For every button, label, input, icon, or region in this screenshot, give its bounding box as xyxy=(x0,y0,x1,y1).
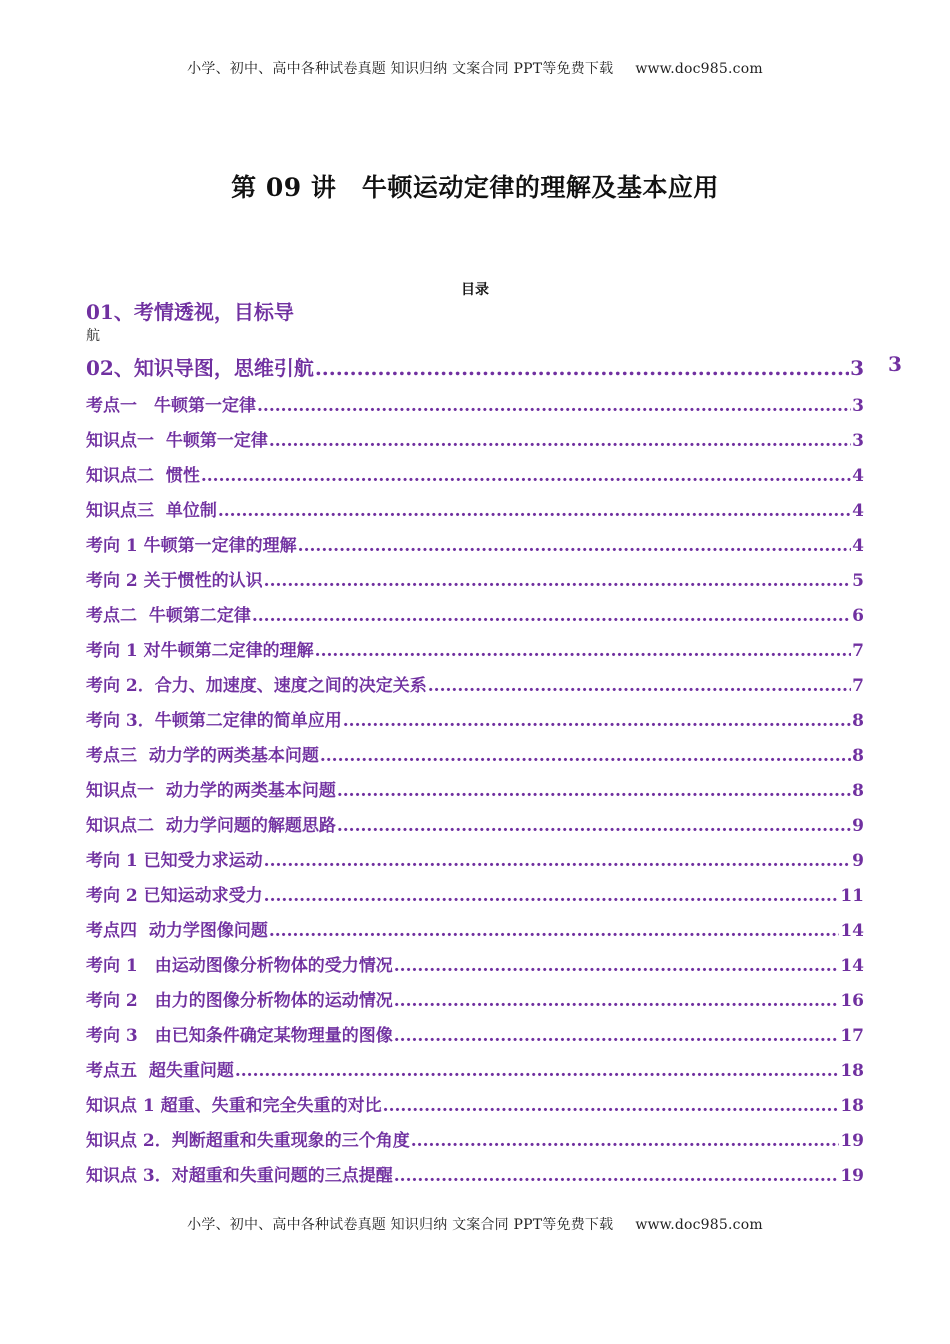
toc-entry-label: 考点四 动力学图像问题 xyxy=(86,921,268,941)
toc-entry-label: 考向 2．合力、加速度、速度之间的决定关系 xyxy=(86,676,427,696)
toc-entry-page: 14 xyxy=(840,956,864,976)
toc-entry-label: 考向 2 关于惯性的认识 xyxy=(86,571,263,591)
header-site-link[interactable]: www.doc985.com xyxy=(635,61,763,77)
toc-entry[interactable] xyxy=(86,392,864,427)
toc-entry-label: 知识点 2．判断超重和失重现象的三个角度 xyxy=(86,1131,410,1151)
toc-entry-page: 19 xyxy=(840,1131,864,1151)
toc-entry[interactable] xyxy=(86,1162,864,1197)
toc-entry[interactable] xyxy=(86,637,864,672)
toc-heading: 目录 xyxy=(461,282,489,298)
toc-leader-dots xyxy=(252,602,851,630)
toc-leader-dots xyxy=(315,356,849,380)
toc-entry-page: 11 xyxy=(840,886,864,906)
toc-entry-label: 考点二 牛顿第二定律 xyxy=(86,606,251,626)
toc-leader-dots xyxy=(428,672,851,700)
toc-section-2-page: 3 xyxy=(850,356,864,380)
toc-section-1-wrap: 航 xyxy=(86,328,100,344)
toc-entry[interactable] xyxy=(86,952,864,987)
toc-entry-label: 考点三 动力学的两类基本问题 xyxy=(86,746,319,766)
toc-entry-page: 7 xyxy=(852,676,864,696)
toc-leader-dots xyxy=(257,392,851,420)
toc-leader-dots xyxy=(264,847,851,875)
toc-entry-page: 8 xyxy=(852,711,864,731)
toc-entry-page: 17 xyxy=(840,1026,864,1046)
toc-entry[interactable] xyxy=(86,1127,864,1162)
toc-entry-label: 考向 2 由力的图像分析物体的运动情况 xyxy=(86,991,393,1011)
toc-entry-page: 4 xyxy=(852,466,864,486)
toc-entry-label: 知识点二 动力学问题的解题思路 xyxy=(86,816,336,836)
page-header xyxy=(0,58,950,78)
toc-leader-dots xyxy=(394,1162,840,1190)
toc-entry[interactable] xyxy=(86,462,864,497)
toc-section-2-label: 02、知识导图，思维引航 xyxy=(86,356,314,380)
toc-leader-dots xyxy=(269,427,851,455)
toc-entry-page: 8 xyxy=(852,746,864,766)
toc-leader-dots xyxy=(337,777,851,805)
toc-entry-label: 考点一 牛顿第一定律 xyxy=(86,396,256,416)
toc-section-2-extra-page: 3 xyxy=(888,352,902,376)
toc-entry-page: 19 xyxy=(840,1166,864,1186)
toc-entry[interactable] xyxy=(86,427,864,462)
toc-entry[interactable] xyxy=(86,1022,864,1057)
toc-entry-page: 3 xyxy=(852,431,864,451)
toc-entry[interactable] xyxy=(86,672,864,707)
toc-leader-dots xyxy=(264,882,840,910)
toc-entry-page: 9 xyxy=(852,851,864,871)
toc-entry[interactable] xyxy=(86,882,864,917)
toc-entry-page: 7 xyxy=(852,641,864,661)
toc-entry-page: 3 xyxy=(852,396,864,416)
toc-entry-label: 知识点三 单位制 xyxy=(86,501,217,521)
toc-entry[interactable] xyxy=(86,1092,864,1127)
toc-section-2[interactable] xyxy=(86,352,864,382)
footer-text: 小学、初中、高中各种试卷真题 知识归纳 文案合同 PPT等免费下载 xyxy=(187,1217,614,1233)
toc-leader-dots xyxy=(394,952,840,980)
toc-leader-dots xyxy=(264,567,851,595)
toc-entry-page: 4 xyxy=(852,501,864,521)
toc-entry-page: 18 xyxy=(840,1061,864,1081)
toc-entry[interactable] xyxy=(86,532,864,567)
toc-leader-dots xyxy=(201,462,851,490)
toc-entry-label: 知识点一 牛顿第一定律 xyxy=(86,431,268,451)
toc-entry[interactable] xyxy=(86,1057,864,1092)
page-title: 第 09 讲 牛顿运动定律的理解及基本应用 xyxy=(231,173,719,202)
toc-entry[interactable] xyxy=(86,742,864,777)
toc-entry[interactable] xyxy=(86,812,864,847)
toc-leader-dots xyxy=(298,532,851,560)
toc-entry-label: 考向 1 牛顿第一定律的理解 xyxy=(86,536,297,556)
toc-leader-dots xyxy=(343,707,851,735)
toc-entry-page: 16 xyxy=(840,991,864,1011)
toc-entry-label: 考向 1 已知受力求运动 xyxy=(86,851,263,871)
toc-entry-label: 考向 1 由运动图像分析物体的受力情况 xyxy=(86,956,393,976)
footer-site-link[interactable]: www.doc985.com xyxy=(635,1217,763,1233)
toc-leader-dots xyxy=(315,637,851,665)
toc-entry-label: 考向 3 由已知条件确定某物理量的图像 xyxy=(86,1026,393,1046)
toc-leader-dots xyxy=(383,1092,840,1120)
toc-entry-page: 5 xyxy=(852,571,864,591)
toc-entry-label: 考点五 超失重问题 xyxy=(86,1061,234,1081)
page-footer xyxy=(0,1214,950,1234)
toc-entry-label: 考向 1 对牛顿第二定律的理解 xyxy=(86,641,314,661)
toc-section-1[interactable]: 01、考情透视，目标导 xyxy=(86,300,294,324)
toc-entry[interactable] xyxy=(86,987,864,1022)
toc-entry-label: 知识点二 惯性 xyxy=(86,466,200,486)
toc-entry[interactable] xyxy=(86,602,864,637)
toc-list xyxy=(86,392,864,1197)
toc-entry-label: 知识点 1 超重、失重和完全失重的对比 xyxy=(86,1096,382,1116)
toc-leader-dots xyxy=(235,1057,839,1085)
toc-entry-label: 考向 2 已知运动求受力 xyxy=(86,886,263,906)
toc-entry[interactable] xyxy=(86,917,864,952)
header-text: 小学、初中、高中各种试卷真题 知识归纳 文案合同 PPT等免费下载 xyxy=(187,61,614,77)
toc-leader-dots xyxy=(218,497,851,525)
toc-entry-label: 考向 3．牛顿第二定律的简单应用 xyxy=(86,711,342,731)
toc-leader-dots xyxy=(394,1022,840,1050)
toc-entry-page: 18 xyxy=(840,1096,864,1116)
toc-leader-dots xyxy=(337,812,851,840)
toc-leader-dots xyxy=(411,1127,840,1155)
toc-leader-dots xyxy=(269,917,839,945)
toc-leader-dots xyxy=(394,987,840,1015)
toc-entry-label: 知识点一 动力学的两类基本问题 xyxy=(86,781,336,801)
toc-entry-page: 9 xyxy=(852,816,864,836)
toc-entry-page: 8 xyxy=(852,781,864,801)
toc-entry-label: 知识点 3．对超重和失重问题的三点提醒 xyxy=(86,1166,393,1186)
toc-entry[interactable] xyxy=(86,497,864,532)
toc-entry[interactable] xyxy=(86,707,864,742)
toc-entry[interactable] xyxy=(86,847,864,882)
toc-leader-dots xyxy=(320,742,851,770)
toc-entry[interactable] xyxy=(86,567,864,602)
toc-entry-page: 6 xyxy=(852,606,864,626)
toc-entry[interactable] xyxy=(86,777,864,812)
toc-entry-page: 14 xyxy=(840,921,864,941)
toc-entry-page: 4 xyxy=(852,536,864,556)
